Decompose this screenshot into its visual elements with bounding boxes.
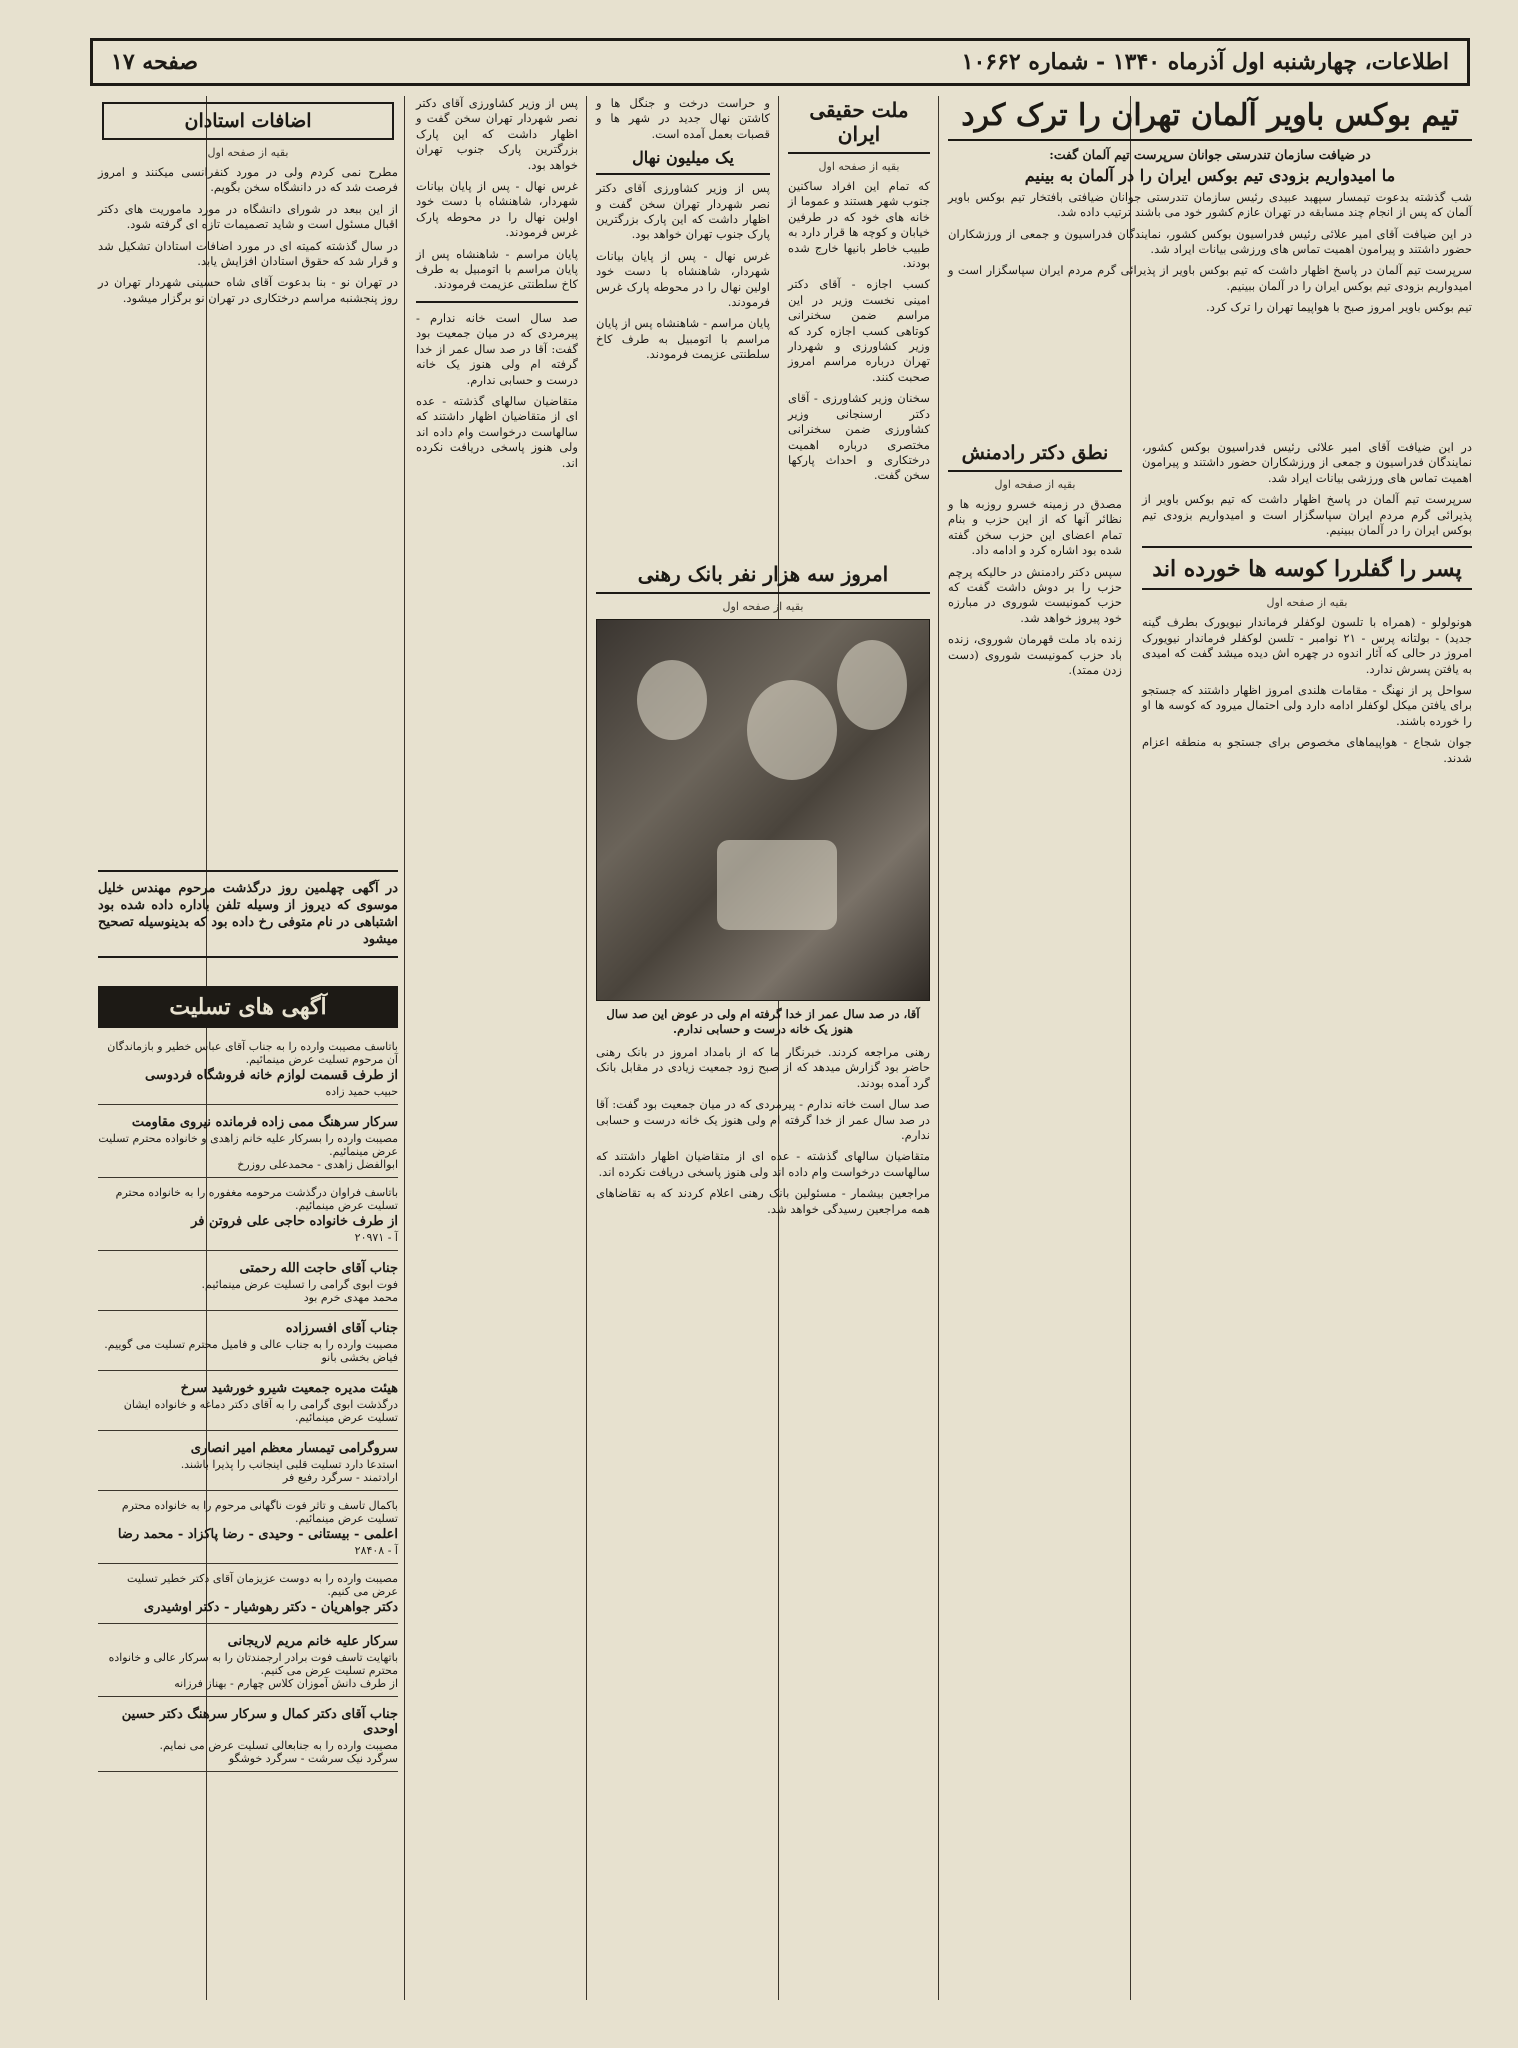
boy-paragraph: جوان شجاع - هواپیماهای مخصوص برای جستجو به منطقه اعزام شدند. xyxy=(1142,735,1472,765)
seedlings-paragraph: پس از وزیر کشاورزی آقای دکتر نصر شهردار تهران سخن گفت و اظهار داشت که این پارک بزرگترین پارک جنوب تهران خواهد بود. xyxy=(596,181,770,242)
boxing-deck-1: در ضیافت سازمان تندرستی جوانان سرپرست تیم آلمان گفت: xyxy=(1049,147,1371,162)
boy-paragraph: سواحل پر از نهنگ - مقامات هلندی امروز اظهار داشتند که جستجو برای یافتن میکل لوکفلر ادامه دارد ولی احتمال میرود که کوسه ها او را خورده باشند. xyxy=(1142,683,1472,728)
bank-paragraph: متقاضیان سالهای گذشته - عده ای از متقاضیان اظهار داشتند که سالهاست درخواست وام داده اند ولی هنوز پاسخی دریافت نکرده اند. xyxy=(416,393,578,470)
professors-note: بقیه از صفحه اول xyxy=(207,146,289,159)
boxing-headline: تیم بوکس باویر آلمان تهران را ترک کرد xyxy=(948,98,1472,141)
nation-paragraph: سخنان وزیر کشاورزی - آقای دکتر ارسنجانی وزیر کشاورزی ضمن سخنرانی مختصری درباره اهمیت درختکاری و احداث پارکها سخن گفت. xyxy=(788,391,930,483)
notice-signer: اعلمی - بیستانی - وحیدی - رضا پاکزاد - محمد رضا xyxy=(117,1527,398,1542)
bank-note: بقیه از صفحه اول xyxy=(722,600,804,613)
boxing-continued xyxy=(1134,440,1480,2000)
seedlings-paragraph: و حراست درخت و جنگل ها و کاشتن نهال جدید در شهر ها و قصبات بعمل آمده است. xyxy=(596,96,770,141)
notice-signer: از طرف خانواده حاجی علی فروتن فر xyxy=(191,1214,398,1229)
condolence-notice xyxy=(98,1255,398,1311)
notice-extra: آ - ۲۰۹۷۱ xyxy=(354,1231,398,1244)
column-rule xyxy=(586,96,587,2000)
photo-figure xyxy=(717,840,837,930)
masthead-strip xyxy=(90,38,1470,86)
notice-text: استدعا دارد تسلیت قلبی اینجانب را پذیرا باشند. xyxy=(180,1458,398,1471)
condolence-notice xyxy=(98,1701,398,1772)
notice-text: مصیبت وارده را به جنابعالی تسلیت عرض می نمایم. xyxy=(159,1739,398,1752)
column-rule xyxy=(938,96,939,2000)
bank-headline: امروز سه هزار نفر بانک رهنی xyxy=(596,562,930,594)
notice-signer: جناب آقای حاجت الله رحمتی xyxy=(239,1261,398,1276)
notice-extra: حبیب حمید زاده xyxy=(325,1085,398,1098)
boxing-paragraph: در این ضیافت آقای امیر علائی رئیس فدراسیون بوکس کشور، نمایندگان فدراسیون و جمعی از ورزشکاران حضور داشتند و پیرامون اهمیت تماس های ورزشی بیانات ایراد شد. xyxy=(948,226,1472,257)
radmanesh-article xyxy=(940,440,1130,2000)
section-divider xyxy=(416,301,578,303)
notice-extra: ابوالفضل زاهدی - محمدعلی روزرخ xyxy=(237,1158,398,1171)
boy-paragraph: هونولولو - (همراه با تلسون لوکفلر فرماندار نیویورک بطرف گینه جدید) - بولتانه پرس - ۲۱ نوامبر - تلسن لوکفلر فرماندار نیویورک امروز در حالی که آثار اندوه در چهره اش دیده میشد گفت که امیدی به یافتن پسرش ندارد. xyxy=(1142,615,1472,676)
notice-text: باتاسف فراوان درگذشت مرحومه مغفوره را به خانواده محترم تسلیت عرض مینمائیم. xyxy=(115,1186,398,1212)
condolence-notice xyxy=(98,1495,398,1564)
professors-paragraph: مطرح نمی کردم ولی در مورد کنفرانسی میکنند و امروز فرصت شد که در دانشگاه سخن بگویم. xyxy=(98,165,398,195)
boxing-paragraph: در این ضیافت آقای امیر علائی رئیس فدراسیون بوکس کشور، نمایندگان فدراسیون و جمعی از ورزشکاران حضور داشتند و پیرامون اهمیت تماس های ورزشی بیانات ایراد شد. xyxy=(1142,440,1472,485)
seedlings-paragraph: غرس نهال - پس از پایان بیانات شهردار، شاهنشاه با دست خود اولین نهال را در محوطه پارک غرس فرمودند. xyxy=(416,179,578,240)
radmanesh-paragraph: زنده باد ملت قهرمان شوروی، زنده باد حزب کمونیست شوروی (دست زدن ممتد). xyxy=(948,632,1122,678)
notice-signer: از طرف قسمت لوازم خانه فروشگاه فردوسی xyxy=(144,1068,398,1083)
issue-line: اطلاعات، چهارشنبه اول آذرماه ۱۳۴۰ - شماره ۱۰۶۶۲ xyxy=(961,49,1449,75)
notice-signer: سروگرامی تیمسار معظم امیر انصاری xyxy=(190,1441,398,1456)
condolence-notice xyxy=(98,1315,398,1371)
radmanesh-paragraph: سپس دکتر رادمنش در حالیکه پرچم حزب را بر دوش داشت گفت که حزب کمونیست شوروی در مبارزه خود پیروز خواهد شد. xyxy=(948,564,1122,625)
ads-section-title: آگهی های تسلیت xyxy=(98,986,398,1028)
professors-paragraph: در سال گذشته کمیته ای در مورد اضافات استادان تشکیل شد و قرار شد که حقوق استادان افزایش یابد. xyxy=(98,238,398,269)
notice-signer: جناب آقای دکتر کمال و سرکار سرهنگ دکتر حسین اوحدی xyxy=(121,1707,398,1737)
radmanesh-headline: نطق دکتر رادمنش xyxy=(948,442,1122,472)
notice-text: باکمال تاسف و تاثر فوت ناگهانی مرحوم را به خانواده محترم تسلیت عرض مینمائیم. xyxy=(121,1499,398,1525)
notice-text: درگذشت ابوی گرامی را به آقای دکتر دماغه و خانواده ایشان تسلیت عرض مینمائیم. xyxy=(123,1398,398,1424)
boxing-article xyxy=(940,96,1480,436)
nation-paragraph: کسب اجازه - آقای دکتر امینی نخست وزیر در این مراسم ضمن سخنرانی کوتاهی کسب اجازه کرد که وزیر کشاورزی و شهردار تهران درباره مراسم امروز صحبت کنند. xyxy=(788,277,930,384)
notice-text: مصیبت وارده را بسرکار علیه خانم زاهدی و خانواده محترم تسلیت عرض مینمائیم. xyxy=(98,1132,398,1158)
professors-paragraph: در تهران نو - بنا بدعوت آقای شاه حسینی شهردار تهران در روز پنجشنبه مراسم درختکاری در تهران نو برگزار میشود. xyxy=(98,275,398,305)
nation-note: بقیه از صفحه اول xyxy=(818,160,900,173)
bank-paragraph: صد سال است خانه ندارم - پیرمردی که در میان جمعیت بود گفت: آقا در صد سال عمر از خدا گرفته ام ولی هنوز یک خانه درست و حسابی ندارم. xyxy=(596,1097,930,1143)
seedlings-paragraph: پایان مراسم - شاهنشاه پس از پایان مراسم با اتومبیل به طرف کاخ سلطنتی عزیمت فرمودند. xyxy=(596,316,770,362)
boxing-deck-2: ما امیدواریم بزودی تیم بوکس ایران را در آلمان به بینیم xyxy=(1024,166,1396,186)
bank-article xyxy=(588,560,938,2000)
notice-text: مصیبت وارده را به جناب عالی و فامیل محترم تسلیت می گوییم. xyxy=(104,1338,398,1351)
condolence-notice xyxy=(98,1109,398,1178)
boy-note: بقیه از صفحه اول xyxy=(1266,596,1348,610)
notice-extra: ارادتمند - سرگرد رفیع فر xyxy=(282,1471,398,1484)
notice-text: باتهایت تاسف فوت برادر ارجمندتان را به سرکار عالی و خانواده محترم تسلیت عرض می کنیم. xyxy=(108,1651,398,1677)
bank-paragraph: مراجعین بیشمار - مسئولین بانک رهنی اعلام کردند که به تقاضاهای همه مراجعین رسیدگی خواهد شد. xyxy=(596,1186,930,1216)
notice-signer: جناب آقای افسرزاده xyxy=(285,1321,398,1336)
professors-headline: اضافات استادان xyxy=(102,102,394,140)
seedlings-paragraph: غرس نهال - پس از پایان بیانات شهردار، شاهنشاه با دست خود اولین نهال را در محوطه پارک غرس فرمودند. xyxy=(596,248,770,310)
bank-paragraph: رهنی مراجعه کردند. خبرنگار ما که از بامداد امروز در بانک رهنی حاضر بود گزارش میدهد که از صبح زود جمعیت زیادی در مقابل بانک گرد آمده بودند. xyxy=(596,1045,930,1090)
boxing-paragraph: سرپرست تیم آلمان در پاسخ اظهار داشت که تیم بوکس باویر از پذیرائی گرم مردم ایران سپاسگزار است و امیدواریم بزودی تیم بوکس ایران را در آلمان ببینیم. xyxy=(948,263,1472,293)
photo-caption: آقا، در صد سال عمر از خدا گرفته ام ولی در عوض این صد سال هنوز یک خانه درست و حسابی ندارم. xyxy=(606,1007,920,1036)
condolence-notice xyxy=(98,1182,398,1251)
notice-extra: سرگرد نیک سرشت - سرگرد خوشگو xyxy=(228,1752,398,1765)
notice-signer: دکتر جواهریان - دکتر رهوشیار - دکتر اوشیدری xyxy=(143,1600,398,1615)
notice-signer: سرکار علیه خانم مریم لاریجانی xyxy=(227,1634,398,1649)
condolence-ads xyxy=(90,978,406,2008)
seedlings-paragraph: پس از وزیر کشاورزی آقای دکتر نصر شهردار تهران سخن گفت و اظهار داشت که این پارک بزرگترین پارک جنوب تهران خواهد بود. xyxy=(416,96,578,172)
photo-figure xyxy=(747,680,837,780)
notice-text: فوت ابوی گرامی را تسلیت عرض مینمائیم. xyxy=(201,1278,398,1291)
notice-signer: سرکار سرهنگ ممی زاده فرمانده نیروی مقاومت xyxy=(131,1115,398,1130)
professors-paragraph: از این ببعد در شورای دانشگاه در مورد ماموریت های دکتر اقبال مسئول است و شاید تصمیمات تازه ای گرفته شود. xyxy=(98,201,398,232)
nation-paragraph: که تمام این افراد ساکنین جنوب شهر هستند و عموما از خانه های خود که در طرفین خیابان و کوچه ها قرار دارد به طبیب خاطر بانیها خارج شده بودند. xyxy=(788,179,930,271)
boy-headline: پسر را گفلررا کوسه ها خورده اند xyxy=(1142,556,1472,590)
notice-text: باتاسف مصیبت وارده را به جناب آقای عباس خطیر و بازماندگان آن مرحوم تسلیت عرض مینمائیم. xyxy=(107,1040,398,1066)
bank-paragraph: متقاضیان سالهای گذشته - عده ای از متقاضیان اظهار داشتند که سالهاست درخواست وام داده اند ولی هنوز پاسخی دریافت نکرده اند. xyxy=(596,1149,930,1179)
nation-headline: ملت حقیقی ایران xyxy=(788,98,930,154)
photo-figure xyxy=(637,660,707,740)
condolence-notice xyxy=(98,1568,398,1624)
photo-figure xyxy=(837,640,907,730)
radmanesh-note: بقیه از صفحه اول xyxy=(994,478,1076,491)
condolence-notice xyxy=(98,1628,398,1697)
notice-text: مصیبت وارده را به دوست عزیزمان آقای دکتر خطیر تسلیت عرض می کنیم. xyxy=(127,1572,398,1598)
page-number: صفحه ۱۷ xyxy=(111,49,199,75)
seedlings-headline: یک میلیون نهال xyxy=(596,148,770,175)
seedlings-paragraph: پایان مراسم - شاهنشاه پس از پایان مراسم با اتومبیل به طرف کاخ سلطنتی عزیمت فرمودند. xyxy=(416,246,578,292)
condolence-notice xyxy=(98,1036,398,1105)
notice-extra: آ - ۲۸۴۰۸ xyxy=(354,1544,398,1557)
notice-extra: فیاض بخشی بانو xyxy=(321,1351,398,1364)
radmanesh-paragraph: مصدق در زمینه خسرو روزبه ها و نظائر آنها که از این حزب و بنام تمام اعضای این حزب سخن گفته شده بود اشاره کرد و ادامه داد. xyxy=(948,497,1122,558)
condolence-notice xyxy=(98,1375,398,1431)
boxing-paragraph: شب گذشته بدعوت تیمسار سپهبد عبیدی رئیس سازمان تندرستی جوانان ضیافتی بافتخار تیم بوکس باویر آلمان که پس از انجام چند مسابقه در تهران عازم کشور خود می باشند ترتیب داده شد. xyxy=(948,189,1472,220)
correction-notice xyxy=(90,862,406,974)
boxing-paragraph: سرپرست تیم آلمان در پاسخ اظهار داشت که تیم بوکس باویر از پذیرائی گرم مردم ایران سپاسگزار است و امیدواریم بزودی تیم بوکس ایران را در آلمان ببینیم. xyxy=(1142,492,1472,538)
boxing-paragraph: تیم بوکس باویر امروز صبح با هواپیما تهران را ترک کرد. xyxy=(1206,300,1472,315)
seedlings-continued xyxy=(408,96,586,2000)
section-divider xyxy=(98,870,398,872)
section-divider xyxy=(1142,546,1472,548)
crowd-photo xyxy=(596,619,930,1001)
professors-article xyxy=(90,96,406,856)
condolence-notice xyxy=(98,1435,398,1491)
notice-extra: از طرف دانش آموزان کلاس چهارم - بهناز فرزانه xyxy=(174,1677,398,1690)
notice-extra: محمد مهدی خرم بود xyxy=(303,1291,398,1304)
bank-paragraph: صد سال است خانه ندارم - پیرمردی که در میان جمعیت بود گفت: آقا در صد سال عمر از خدا گرفته ام ولی هنوز یک خانه درست و حسابی ندارم. xyxy=(416,310,578,387)
correction-text: در آگهی چهلمین روز درگذشت مرحوم مهندس خلیل موسوی که دیروز از وسیله تلفن باداره داده شده بود اشتباهی در نام متوفی رخ داده بود که بدینوسیله تصحیح میشود xyxy=(98,881,398,947)
section-divider xyxy=(98,956,398,958)
notice-signer: هیئت مدیره جمعیت شیرو خورشید سرخ xyxy=(180,1381,398,1396)
